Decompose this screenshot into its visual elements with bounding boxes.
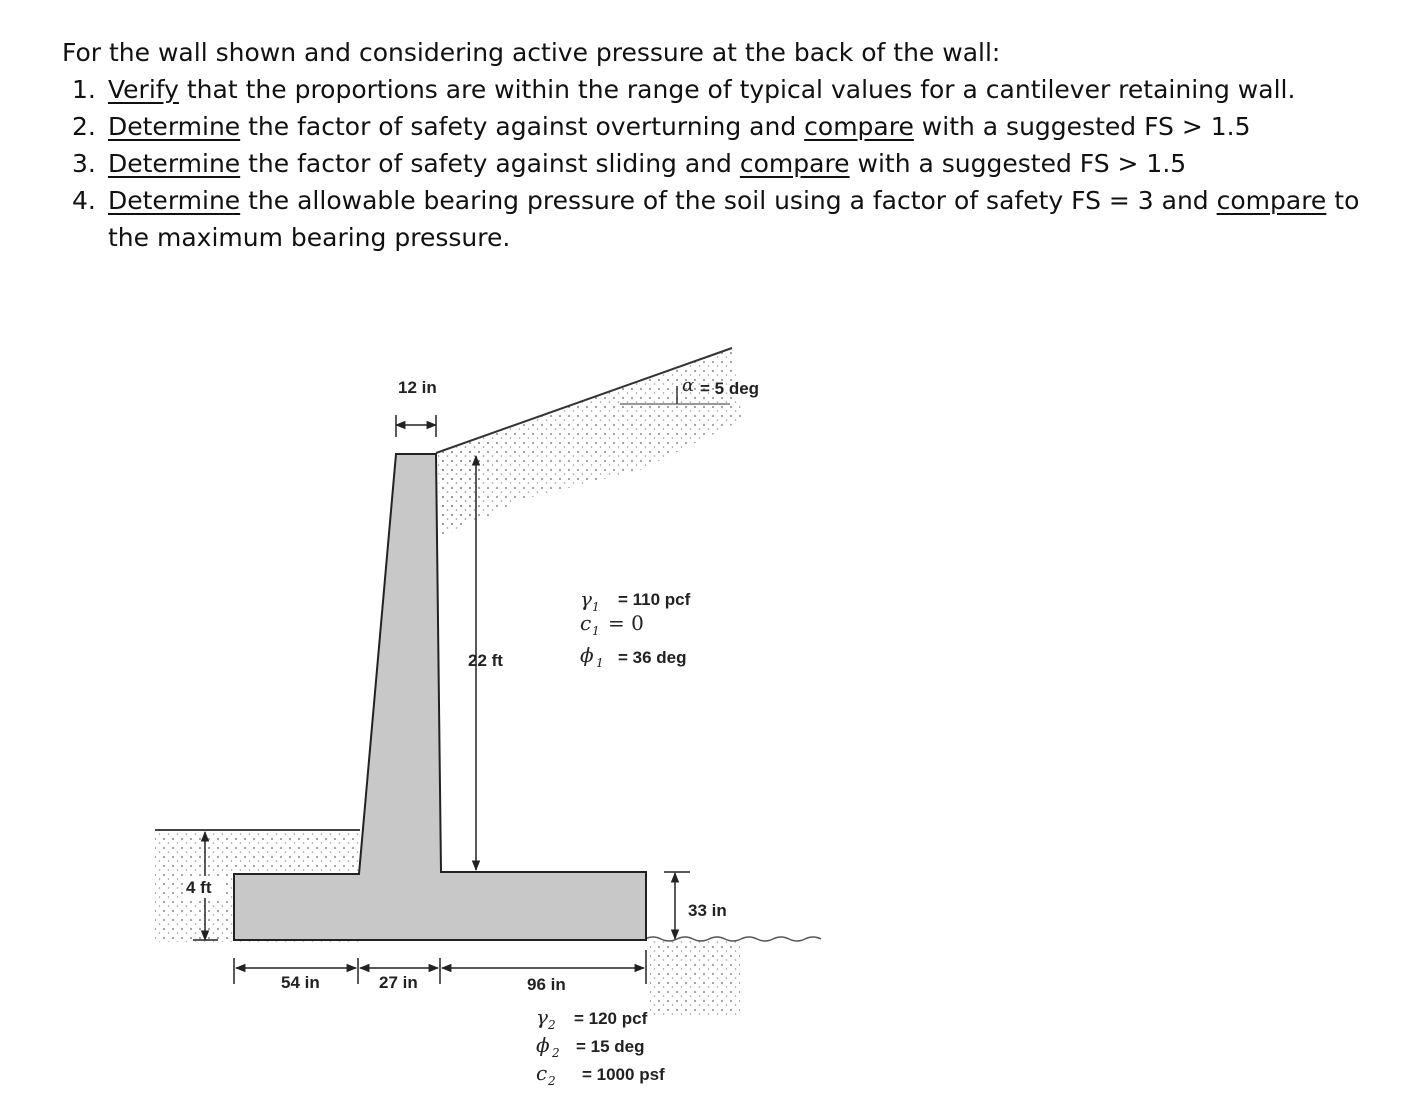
dim-stem-height-label: 22 ft bbox=[468, 651, 503, 670]
task-verb-compare: compare bbox=[739, 149, 850, 178]
task-text: the allowable bearing pressure of the soil using a factor of safety FS = 3 and bbox=[240, 186, 1217, 215]
soil1-gamma-symbol: γ bbox=[580, 587, 592, 611]
soil1-phi-symbol: ϕ bbox=[580, 643, 594, 667]
foundation-ground-line bbox=[645, 937, 821, 941]
task-number: 2. bbox=[72, 112, 96, 141]
task-verb: Determine bbox=[108, 112, 241, 141]
soil2-gamma-sub: 2 bbox=[548, 1018, 556, 1032]
soil1-c-value: = 0 bbox=[608, 611, 644, 635]
dim-stem-top-label: 12 in bbox=[398, 378, 437, 397]
task-text: that the proportions are within the range of typical values for a cantilever retaining wall. bbox=[178, 75, 1296, 104]
task-verb: Determine bbox=[108, 186, 241, 215]
task-verb: Determine bbox=[108, 149, 241, 178]
backfill-soil bbox=[438, 348, 742, 530]
soil1-phi-sub: 1 bbox=[596, 656, 604, 670]
dim-heel-label: 96 in bbox=[527, 975, 566, 994]
dim-stem-base-label: 27 in bbox=[379, 973, 418, 992]
foundation-soil bbox=[650, 940, 740, 1015]
slope-alpha-symbol: α bbox=[682, 375, 695, 396]
task-number: 3. bbox=[72, 149, 96, 178]
task-text-end: with a suggested FS > 1.5 bbox=[849, 149, 1187, 178]
soil1-gamma-value: = 110 pcf bbox=[618, 590, 691, 609]
soil2-c-sub: 2 bbox=[548, 1074, 556, 1088]
task-number: 4. bbox=[72, 186, 96, 215]
soil2-c-symbol: c bbox=[536, 1061, 548, 1085]
soil1-c-symbol: c bbox=[580, 611, 592, 635]
soil2-gamma-symbol: γ bbox=[536, 1005, 548, 1029]
soil1-phi-value: = 36 deg bbox=[618, 648, 687, 667]
soil2-phi-symbol: ϕ bbox=[536, 1033, 550, 1057]
task-text: the factor of safety against sliding and bbox=[240, 149, 740, 178]
task-verb-compare: compare bbox=[1216, 186, 1327, 215]
soil1-gamma-sub: 1 bbox=[592, 600, 600, 614]
dim-toe-soil-label: 4 ft bbox=[186, 878, 212, 897]
task-verb-compare: compare bbox=[804, 112, 914, 141]
task-text-end: to the maximum bearing pressure. bbox=[108, 186, 1360, 252]
task-text-end: with a suggested FS > 1.5 bbox=[913, 112, 1251, 141]
soil1-properties bbox=[580, 587, 691, 670]
problem-intro: For the wall shown and considering active pressure at the back of the wall: bbox=[62, 38, 1001, 67]
soil2-gamma-value: = 120 pcf bbox=[574, 1009, 648, 1028]
soil2-phi-value: = 15 deg bbox=[576, 1037, 645, 1056]
dim-toe-label: 54 in bbox=[281, 973, 320, 992]
dim-base-label: 33 in bbox=[688, 901, 727, 920]
soil1-c-sub: 1 bbox=[592, 624, 600, 638]
task-verb: Verify bbox=[108, 75, 179, 104]
soil2-phi-sub: 2 bbox=[552, 1046, 560, 1060]
soil2-properties bbox=[536, 1005, 665, 1088]
slope-alpha-value: = 5 deg bbox=[700, 379, 760, 398]
soil2-c-value: = 1000 psf bbox=[582, 1065, 665, 1084]
task-text: the factor of safety against overturning and bbox=[240, 112, 805, 141]
task-number: 1. bbox=[72, 75, 96, 104]
